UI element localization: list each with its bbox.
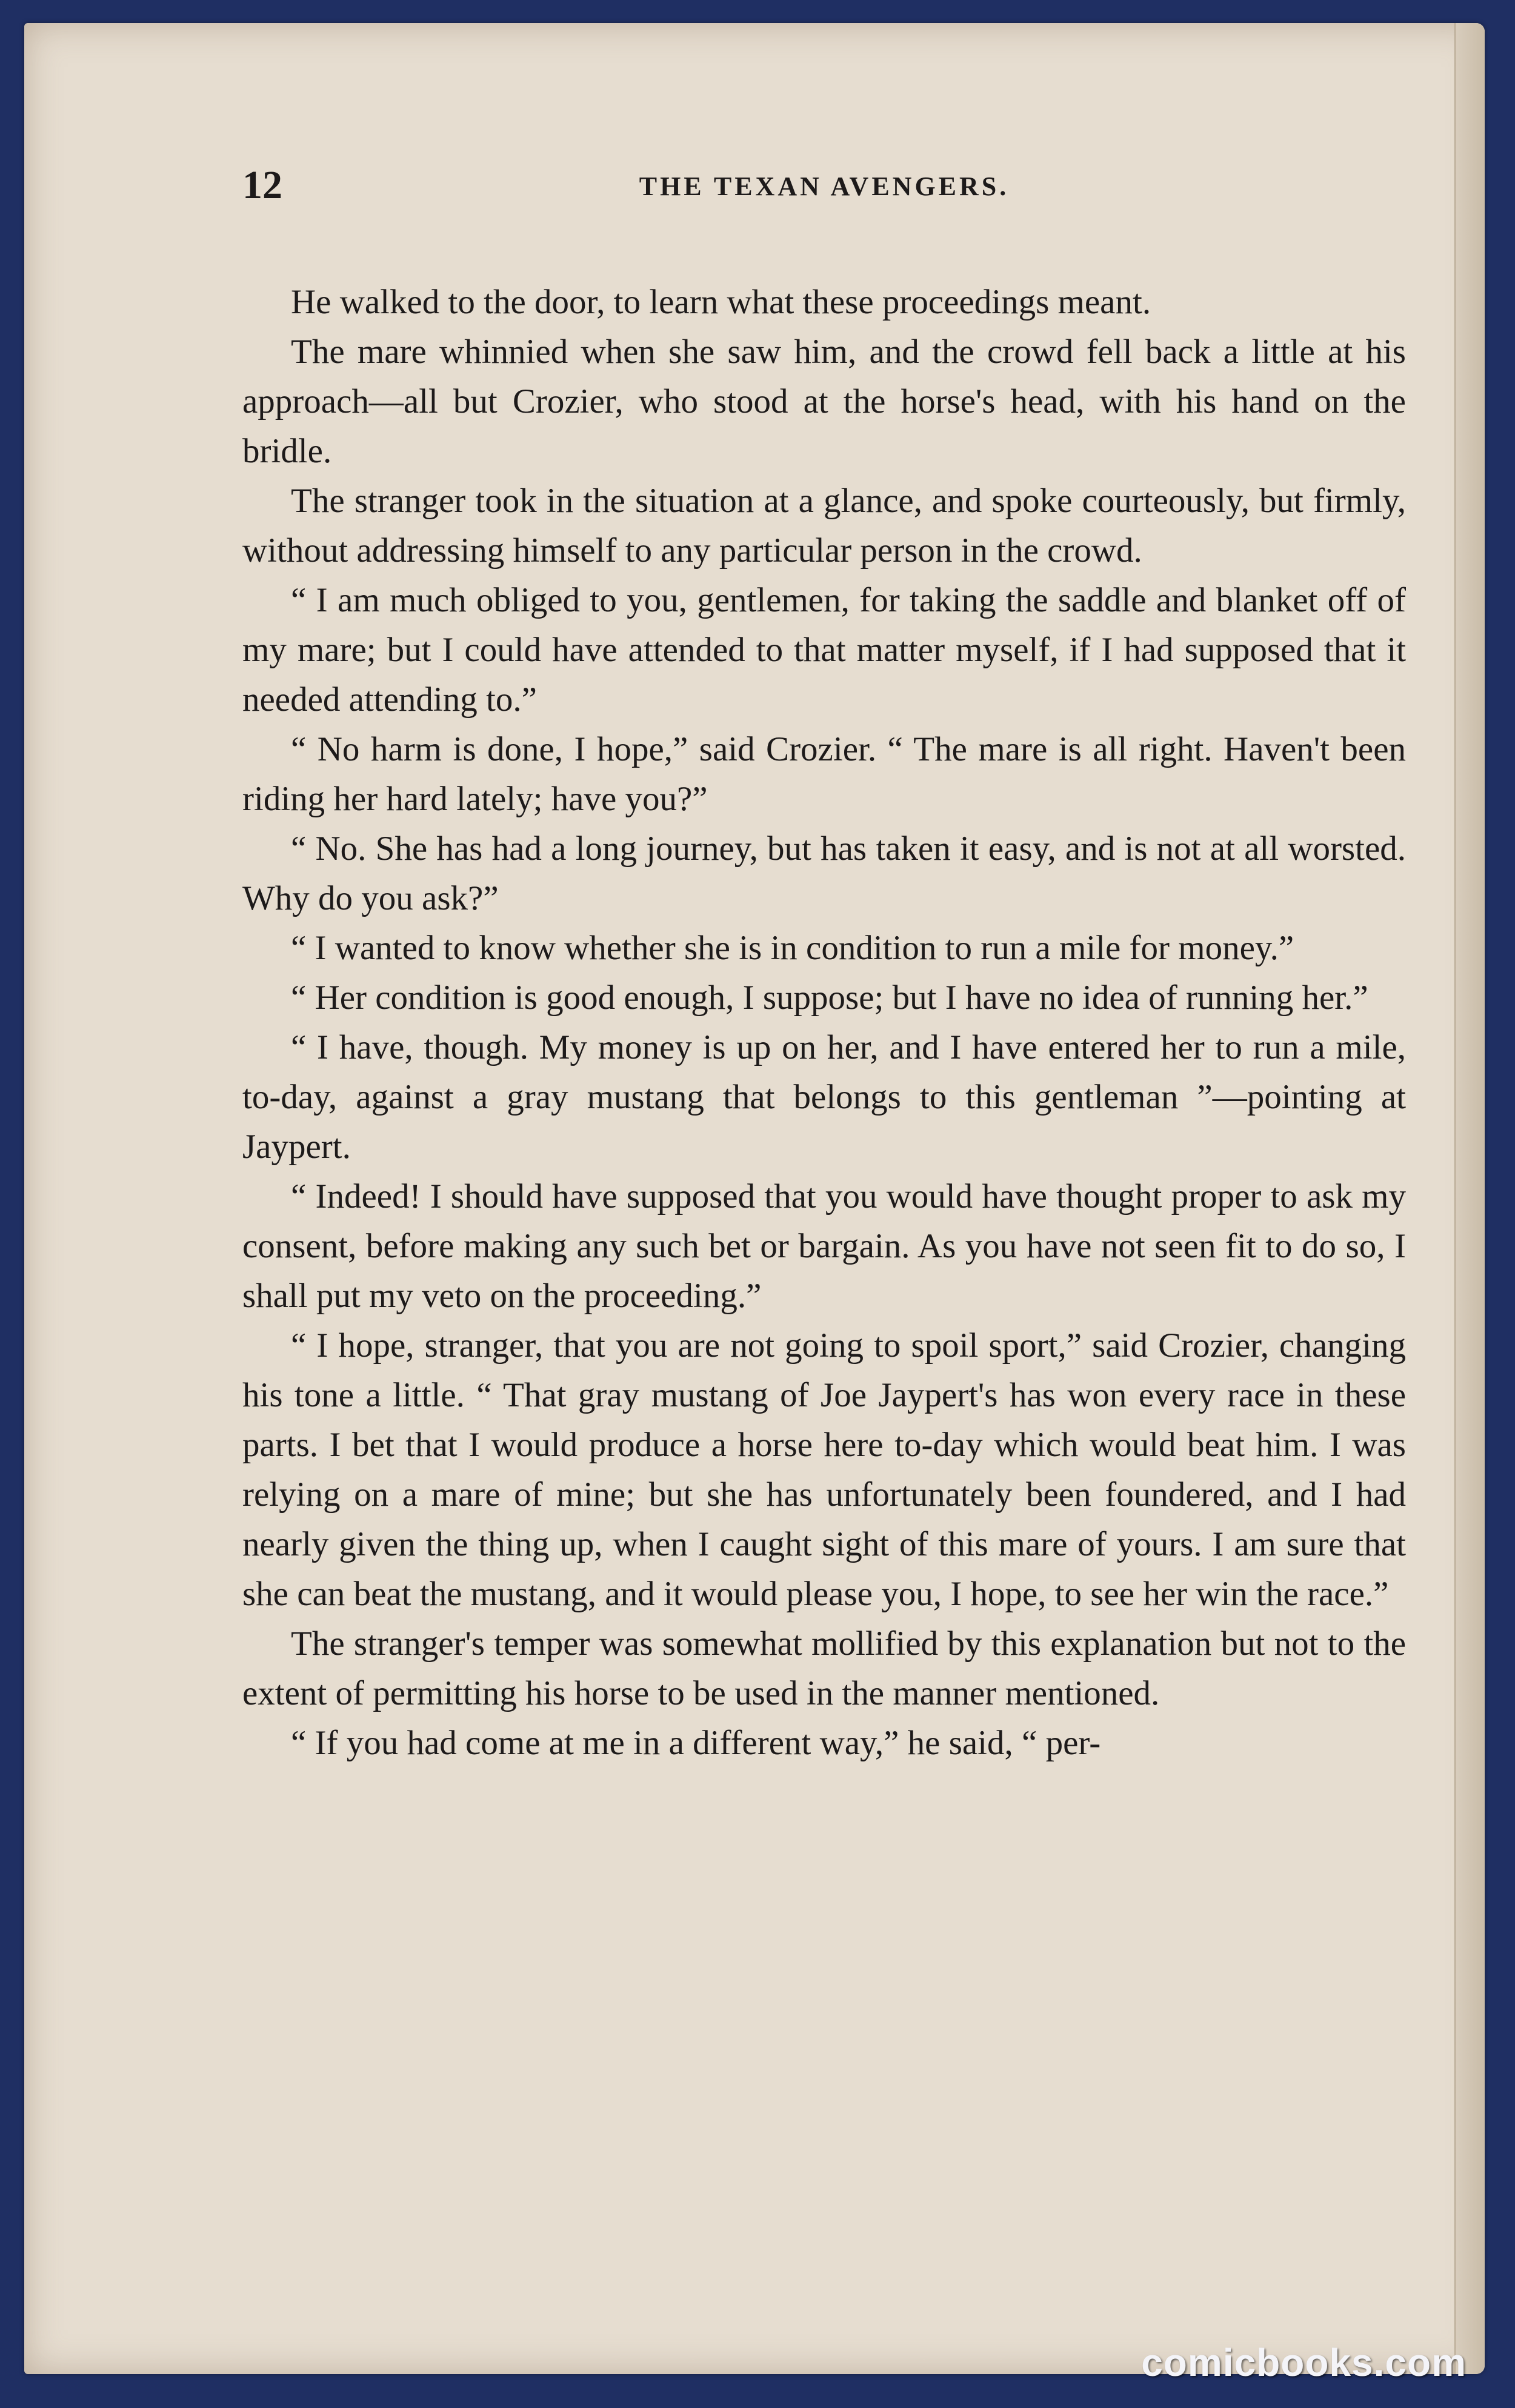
paragraph: “ Her condition is good enough, I suppose; but I have no idea of running her.” (291, 979, 1368, 1017)
paragraph: The stranger took in the situation at a glance, and spoke courteously, but firmly, without addressing himself to any particular person in the crowd. (242, 482, 1406, 570)
paragraph: “ Indeed! I should have supposed that you would have thought proper to ask my consent, before making any such bet or bargain. As you have not seen fit to do so, I shall put my veto on the proceeding.” (242, 1177, 1406, 1315)
page-number: 12 (242, 163, 282, 207)
paragraph: The mare whinnied when she saw him, and the crowd fell back a little at his approach—all but Crozier, who stood at the horse's head, with his hand on the bridle. (242, 333, 1406, 470)
page-edge (1454, 23, 1485, 2374)
site-watermark: comicbooks.com (1141, 2341, 1467, 2384)
paragraph: “ No. She has had a long journey, but has taken it easy, and is not at all worsted. Why do you ask?” (242, 830, 1406, 917)
paragraph: “ I am much obliged to you, gentlemen, for taking the saddle and blanket off of my mare; but I could have attended to that matter myself, if I had supposed that it needed attending to.” (242, 581, 1406, 719)
paragraph: “ I wanted to know whether she is in condition to run a mile for money.” (291, 929, 1294, 967)
running-title: THE TEXAN AVENGERS. (639, 171, 1010, 201)
paragraph: “ No harm is done, I hope,” said Crozier. “ The mare is all right. Haven't been riding her hard lately; have you?” (242, 730, 1406, 818)
running-head (242, 162, 1406, 211)
paragraph: “ I hope, stranger, that you are not going to spoil sport,” said Crozier, changing his tone a little. “ That gray mustang of Joe Jaypert's has won every race in these parts. I bet that I would produce a horse here to-day which would beat him. I was relying on a mare of mine; but she has unfortunately been foundered, and I had nearly given the thing up, when I caught sight of this mare of yours. I am sure that she can beat the mustang, and it would please you, I hope, to see her win the race.” (242, 1326, 1406, 1613)
paragraph: “ I have, though. My money is up on her, and I have entered her to run a mile, to-day, against a gray mustang that belongs to this gentleman ”—pointing at Jaypert. (242, 1028, 1406, 1166)
paragraph: The stranger's temper was somewhat mollified by this explanation but not to the extent of permitting his horse to be used in the manner mentioned. (242, 1625, 1406, 1712)
paragraph: He walked to the door, to learn what these proceedings meant. (291, 283, 1151, 321)
paragraph: “ If you had come at me in a different way,” he said, “ per- (291, 1724, 1101, 1762)
text-body (242, 278, 1406, 2277)
book-page (24, 23, 1485, 2374)
